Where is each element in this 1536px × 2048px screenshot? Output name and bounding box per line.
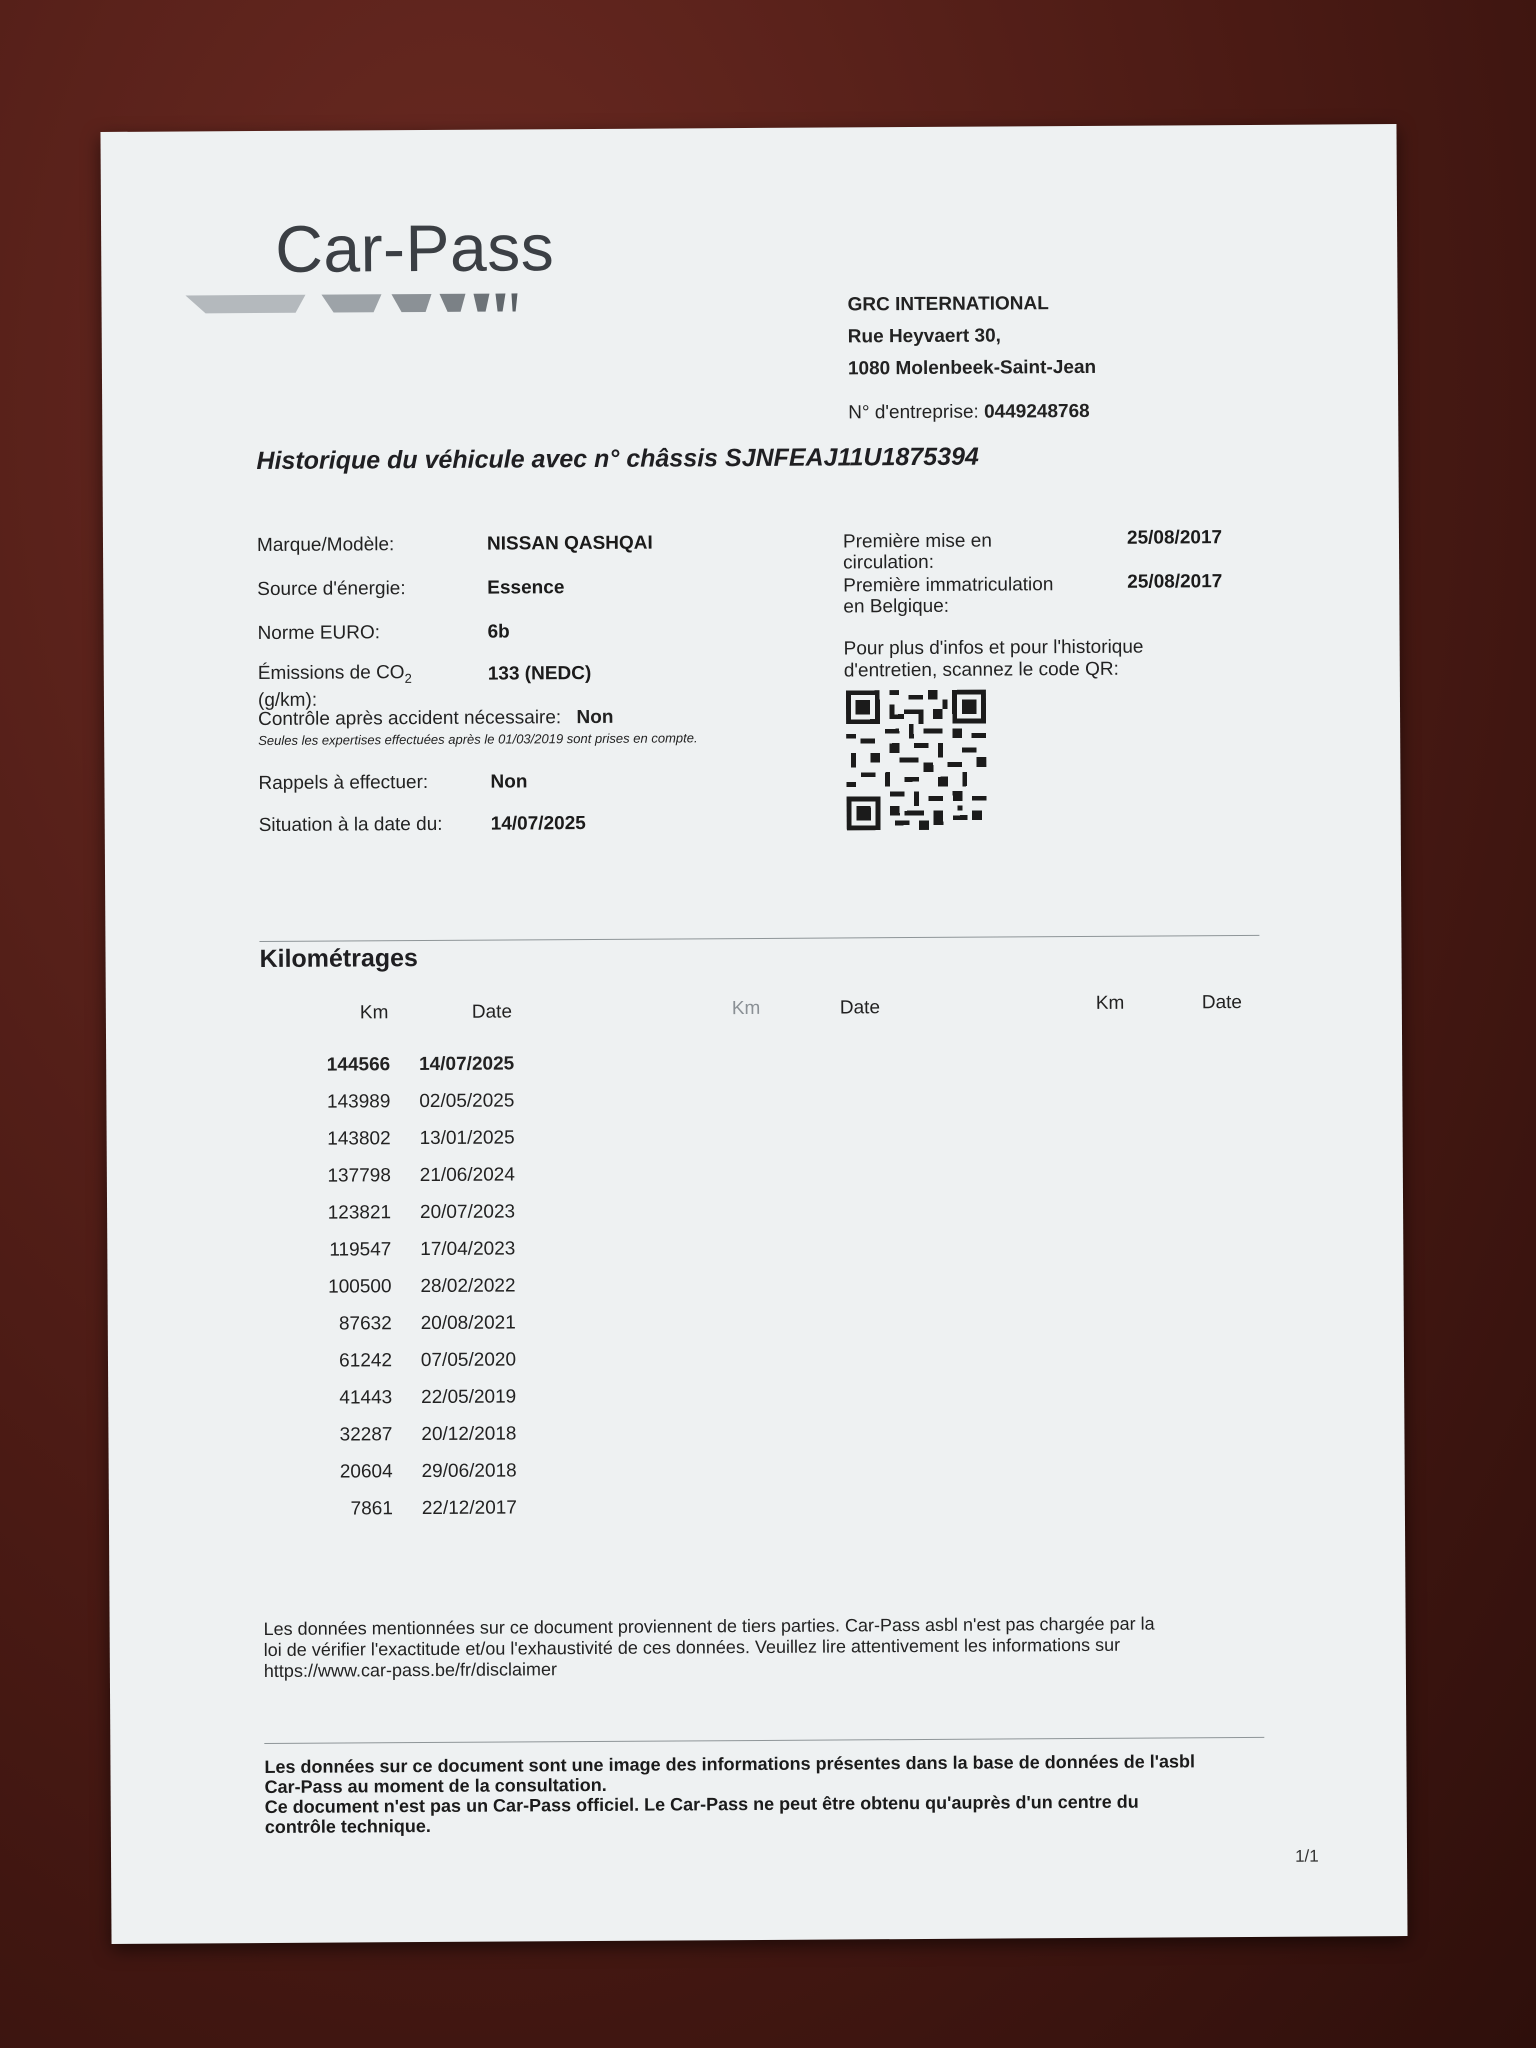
enterprise-number: 0449248768 [983,400,1090,423]
col-date-3: Date [1201,992,1243,1014]
enterprise-label: N° d'entreprise: [848,401,979,424]
recalls-label: Rappels à effectuer: [258,771,429,795]
footer-notice [264,1751,1274,1837]
mileage-km: 20604 [339,1460,393,1483]
mileage-list [266,1045,633,1528]
energy-value: Essence [487,577,565,599]
mileage-date: 20/07/2023 [419,1200,516,1223]
mileage-km: 32287 [339,1423,393,1446]
co2-label-main: Émissions de CO [257,662,405,685]
euro-value: 6b [487,621,510,643]
mileage-date: 17/04/2023 [420,1237,516,1260]
mileage-km: 144566 [326,1053,391,1076]
document-title: Historique du véhicule avec n° châssis SJNFEAJ11U1875394 [256,442,979,476]
co2-value: 133 (NEDC) [487,662,592,685]
carpass-logo-stripes [185,289,545,317]
first-circulation-label [843,531,992,574]
footer-line2: Car-Pass au moment de la consultation. [264,1774,607,1798]
footer-divider [264,1737,1264,1744]
mileage-date: 20/08/2021 [420,1311,516,1334]
mileage-km: 123821 [327,1201,392,1224]
accident-value: Non [576,706,614,729]
first-be-value: 25/08/2017 [1127,571,1223,593]
mileage-km: 143989 [326,1090,391,1113]
accident-note: Seules les expertises effectuées après le 01/03/2019 sont prises en compte. [258,730,698,749]
mileage-row [266,1082,630,1121]
col-date-1: Date [471,1001,513,1023]
document-page [100,124,1407,1944]
mileage-row [267,1119,631,1158]
disclaimer-line1: Les données mentionnées sur ce document proviennent de tiers parties. Car-Pass asbl n'est pas chargée par la [263,1613,1155,1640]
section-divider [259,935,1259,942]
mileage-date: 21/06/2024 [419,1163,515,1186]
col-km-3: Km [1095,992,1125,1014]
disclaimer-link[interactable]: https://www.car-pass.be/fr/disclaimer [263,1659,558,1682]
co2-label-sub: 2 [404,670,412,686]
mileage-row [268,1341,632,1380]
mileage-date: 20/12/2018 [421,1422,517,1445]
first-circulation-label-line1: Première mise en [842,530,992,553]
brand-value: NISSAN QASHQAI [486,532,653,555]
carpass-logo-text: Car-Pass [274,210,555,286]
mileage-km: 143802 [327,1127,391,1150]
company-city: 1080 Molenbeek-Saint-Jean [847,356,1097,380]
accident-label: Contrôle après accident nécessaire: [258,707,562,731]
mileage-row [268,1378,632,1417]
footer-line1: Les données sur ce document sont une image des informations présentes dans la base de données de l'asbl [264,1751,1196,1778]
first-be-label-line2: en Belgique: [843,595,950,618]
mileage-date: 28/02/2022 [420,1274,516,1297]
mileage-date: 22/05/2019 [421,1385,517,1408]
accident-row [258,707,613,731]
mileage-km: 100500 [328,1275,392,1298]
first-be-label [843,574,1053,617]
col-date-2: Date [839,997,881,1019]
mileage-row [269,1452,633,1491]
first-be-label-line1: Première immatriculation [843,574,1054,597]
qr-intro-line1: Pour plus d'infos et pour l'historique [843,636,1144,660]
col-km-2: Km [731,997,761,1020]
mileage-row [267,1267,631,1306]
company-name: GRC INTERNATIONAL [847,293,1049,316]
mileage-row [268,1304,632,1343]
footer-line3: Ce document n'est pas un Car-Pass officiel. Le Car-Pass ne peut être obtenu qu'auprès d'un centre du [264,1791,1139,1818]
page-number: 1/1 [1294,1846,1319,1866]
company-block [847,288,1096,430]
company-street: Rue Heyvaert 30, [847,325,1001,348]
mileage-km: 119547 [329,1238,392,1261]
mileage-date: 22/12/2017 [421,1496,517,1519]
euro-label: Norme EURO: [257,622,381,645]
mileage-section-title: Kilométrages [259,944,419,974]
mileage-date: 29/06/2018 [421,1459,517,1482]
co2-label-unit: (g/km): [257,689,318,711]
mileage-row [267,1230,631,1269]
mileage-km: 41443 [339,1386,393,1409]
recalls-value: Non [490,771,528,793]
situation-date-value: 14/07/2025 [490,813,586,835]
mileage-km: 137798 [327,1164,391,1187]
co2-label [258,662,412,711]
mileage-km: 7861 [350,1497,393,1519]
first-circulation-label-line2: circulation: [843,551,935,574]
qr-code[interactable] [846,690,987,831]
mileage-km: 87632 [338,1312,392,1335]
qr-intro [844,636,1204,682]
disclaimer [264,1613,1264,1682]
mileage-km: 61242 [339,1349,393,1372]
mileage-row [267,1156,631,1195]
footer-line4: contrôle technique. [264,1815,431,1838]
disclaimer-line2: loi de vérifier l'exactitude et/ou l'exhaustivité de ces données. Veuillez lire attentivement les informations sur [263,1634,1121,1661]
mileage-row [269,1489,633,1528]
energy-label: Source d'énergie: [257,578,406,601]
first-circulation-value: 25/08/2017 [1126,527,1223,549]
qr-intro-line2: d'entretien, scannez le code QR: [843,658,1119,682]
mileage-row [268,1415,632,1454]
mileage-date: 13/01/2025 [419,1126,515,1149]
mileage-row [266,1045,630,1084]
brand-label: Marque/Modèle: [256,534,395,557]
mileage-date: 02/05/2025 [419,1089,515,1112]
mileage-row [267,1193,631,1232]
situation-date-label: Situation à la date du: [258,813,443,837]
col-km-1: Km [359,1002,389,1024]
mileage-date: 07/05/2020 [420,1348,517,1371]
company-enterprise [848,396,1096,430]
mileage-date: 14/07/2025 [419,1052,515,1075]
